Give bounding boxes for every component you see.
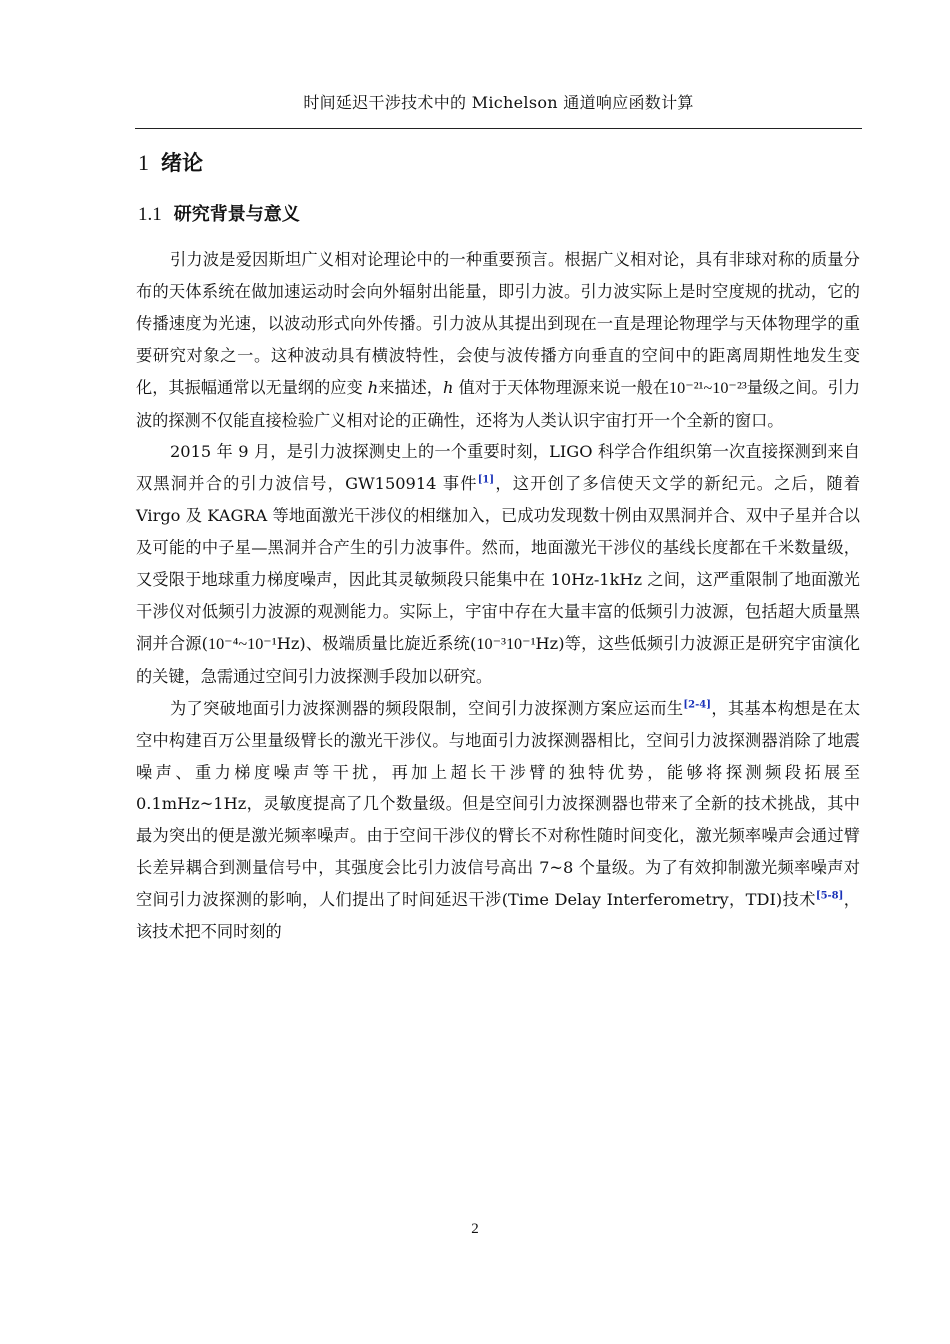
text-run: Hz)、极端质量比旋近系统( [276,633,477,653]
paragraph-1 [136,244,860,436]
text-run: 量级之间。引力波的探测不仅能直接检验广义相对论的正确性，还将为人类认识宇宙打开一个全新的窗口。 [136,377,861,430]
text-run: ，该技术把不同时刻的 [136,890,860,942]
text-run: 为了突破地面引力波探测器的频段限制，空间引力波探测方案应运而生 [170,698,684,718]
citation-link[interactable]: [2-4] [683,699,711,711]
header-rule [135,128,862,129]
chapter-title: 绪论 [161,151,203,175]
running-header: 时间延迟干涉技术中的 Michelson 通道响应函数计算 [303,93,694,112]
paragraph-2 [136,436,860,692]
math-range: 10⁻⁴~10⁻¹ [207,634,277,653]
paragraph-3 [136,693,860,948]
body-text [136,244,860,948]
text-run: 值对于天体物理源来说一般在 [453,377,670,397]
citation-link[interactable]: [1] [477,474,495,486]
text-run: 2015 年 9 月，是引力波探测史上的一个重要时刻，LIGO 科学合作组织第一次直接探测到来自双黑洞并合的引力波信号，GW150914 事件 [136,442,860,494]
math-range: 10⁻³10⁻¹ [476,634,536,653]
text-run: ，这开创了多信使天文学的新纪元。之后，随着 Virgo 及 KAGRA 等地面激光干涉仪的相继加入，已成功发现数十例由双黑洞并合、双中子星并合以及可能的中子星—黑洞并合产生的引力波事件。然而，地面激光干涉仪的基线长度都在千米数量级，又受限于地球重力梯度噪声，因此其灵敏频段只能集中在 10Hz-1kHz 之间，这严重限制了地面激光干涉仪对低频引力波源的观测能力。实际上，宇宙中存在大量丰富的低频引力波源，包括超大质量黑洞并合源( [136,474,861,653]
text-run: Hz)等，这些低频引力波源正是研究宇宙演化的关键，急需通过空间引力波探测手段加以研究。 [136,633,860,686]
page-number: 2 [471,1221,479,1237]
section-heading [138,202,300,228]
math-range: 10⁻²¹~10⁻²³ [669,378,747,397]
section-number: 1.1 [138,204,162,225]
chapter-heading [138,148,203,178]
section-title: 研究背景与意义 [173,204,300,225]
citation-link[interactable]: [5-8] [815,890,844,902]
text-run: ，其基本构想是在太空中构建百万公里量级臂长的激光干涉仪。与地面引力波探测器相比，空间引力波探测器消除了地震噪声、重力梯度噪声等干扰，再加上超长干涉臂的独特优势，能够将探测频段拓展至 0.1mHz~1Hz，灵敏度提高了几个数量级。但是空间引力波探测器也带来了全新的技术挑战，其中最为突出的便是激光频率噪声。由于空间干涉仪的臂长不对称性随时间变化，激光频率噪声会通过臂长差异耦合到测量信号中，其强度会比引力波信号高出 7~8 个量级。为了有效抑制激光频率噪声对空间引力波探测的影响，人们提出了时间延迟干涉(Time Delay Interferometry，TDI)技术 [136,698,861,910]
math-symbol: h [367,377,379,397]
chapter-number: 1 [138,150,149,175]
text-run: 引力波是爱因斯坦广义相对论理论中的一种重要预言。根据广义相对论，具有非球对称的质量分布的天体系统在做加速运动时会向外辐射出能量，即引力波。引力波实际上是时空度规的扰动，它的传播速度为光速，以波动形式向外传播。引力波从其提出到现在一直是理论物理学与天体物理学的重要研究对象之一。这种波动具有横波特性，会使与波传播方向垂直的空间中的距离周期性地发生变化，其振幅通常以无量纲的应变 [136,250,860,397]
math-symbol: h [443,377,454,397]
text-run: 来描述， [378,377,443,397]
